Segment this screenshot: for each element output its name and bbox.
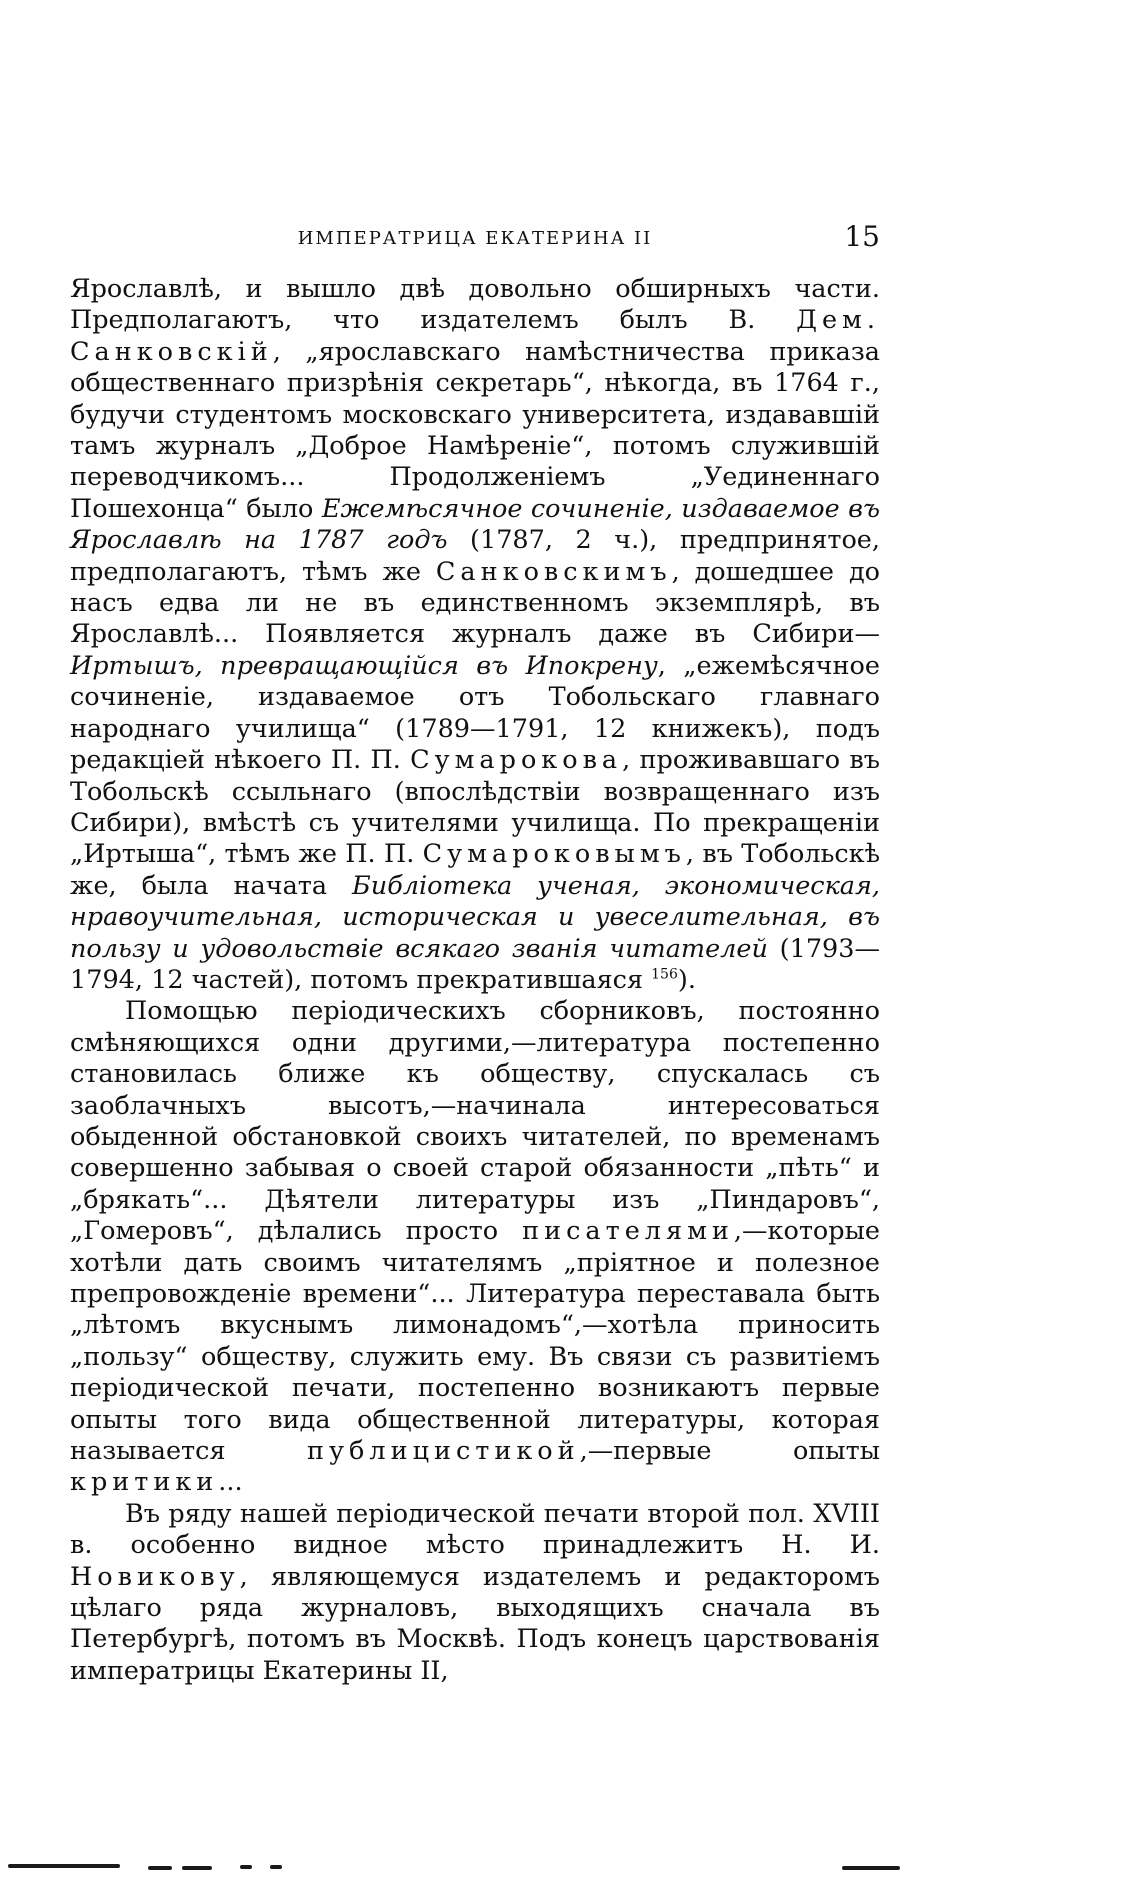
text-run: Ярославлѣ, и вышло двѣ довольно обширныхъ части. Предполагаютъ, что издателемъ былъ В. [70,274,880,336]
text-run: ,—первые опыты [579,1436,880,1467]
scan-mark [8,1864,120,1868]
spaced-name: Сумароковымъ [422,839,686,870]
paragraph-3 [70,1499,880,1687]
italic-title: Ежемѣсячное сочиненіе, издаваемое въ Ярославлѣ на 1787 годъ [70,493,880,556]
spaced-word: критики [70,1467,219,1498]
spaced-name: Сумарокова [410,745,623,776]
scan-mark [842,1866,900,1870]
scan-mark [148,1866,172,1870]
running-head [70,220,880,260]
text-run: (1787, 2 ч.), предпринятое, предполагаютъ, тѣмъ же [70,525,880,587]
text-run: , „ежемѣсячное сочиненіе, издаваемое отъ Тобольскаго главнаго народнаго училища“ (1789—1791, 12 книжекъ), подъ редакціей нѣкоего П. П. [70,650,880,776]
spaced-name: Новикову [70,1561,240,1592]
text-run: ... [218,1467,243,1498]
text-run: ). [677,964,696,995]
book-page [70,220,880,1687]
running-title: ИМПЕРАТРИЦА ЕКАТЕРИНА II [297,228,653,249]
paragraph-1 [70,274,880,996]
text-run: , дошедшее до насъ едва ли не въ единственномъ экземплярѣ, въ Ярославлѣ... Появляется журналъ даже въ Сибири— [70,556,880,650]
spaced-word: писателями [522,1216,734,1247]
text-run: ,—которые хотѣли дать своимъ читателямъ „пріятное и полезное препровожденіе времени“... Литература переставала быть „лѣтомъ вкуснымъ лимонадомъ“,—хотѣла приносить „пользу“ обществу, служить ему. Въ связи съ развитіемъ періодической печати, постепенно возникаютъ первые опыты того вида общественной литературы, которая называется [70,1216,880,1467]
scan-edge-marks [0,1862,1140,1874]
spaced-name: Санковскимъ [435,556,672,587]
page-number: 15 [844,220,880,253]
text-run: , въ Тобольскѣ же, была начата [70,839,880,901]
body-text [70,274,880,1687]
scan-mark [182,1866,212,1870]
italic-title: Библіотека ученая, экономическая, нравоучительная, историческая и увеселительная, въ пользу и удовольствіе всякаго званія читателей [70,870,880,964]
text-run: Помощью періодическихъ сборниковъ, постоянно смѣняющихся одни другими,—литература постепенно становилась ближе къ обществу, спускалась съ заоблачныхъ высотъ,—начинала интересоваться обыденной обстановкой своихъ читателей, по временамъ совершенно забывая о своей старой обязанности „пѣть“ и „брякать“... Дѣятели литературы изъ „Пиндаровъ“, „Гомеровъ“, дѣлались просто [70,996,880,1247]
spaced-word: публицистикой [307,1436,580,1467]
text-run: , являющемуся издателемъ и редакторомъ цѣлаго ряда журналовъ, выходящихъ сначала въ Петербургѣ, потомъ въ Москвѣ. Подъ конецъ царствованія императрицы Екатерины II, [70,1561,880,1686]
italic-title: Иртышъ, превращающійся въ Ипокрену [70,650,658,681]
spaced-name: Дем. Санковскій [70,305,880,367]
text-run: (1793—1794, 12 частей), потомъ прекратившаяся [70,933,880,995]
scan-mark [240,1865,252,1869]
scan-mark [270,1865,282,1869]
paragraph-2 [70,996,880,1499]
footnote-ref: 156 [651,966,678,983]
text-run: , проживавшаго въ Тобольскѣ ссыльнаго (впослѣдствіи возвращеннаго изъ Сибири), вмѣстѣ съ учителями училища. По прекращеніи „Иртыша“, тѣмъ же П. П. [70,745,880,870]
text-run: Въ ряду нашей періодической печати второй пол. XVIII в. особенно видное мѣсто принадлежитъ Н. И. [70,1498,880,1561]
text-run: , „ярославскаго намѣстничества приказа общественнаго призрѣнія секретарь“, нѣкогда, въ 1764 г., будучи студентомъ московскаго университета, издававшій тамъ журналъ „Доброе Намѣреніе“, потомъ служившій переводчикомъ... Продолженіемъ „Уединеннаго Пошехонца“ было [70,336,880,524]
